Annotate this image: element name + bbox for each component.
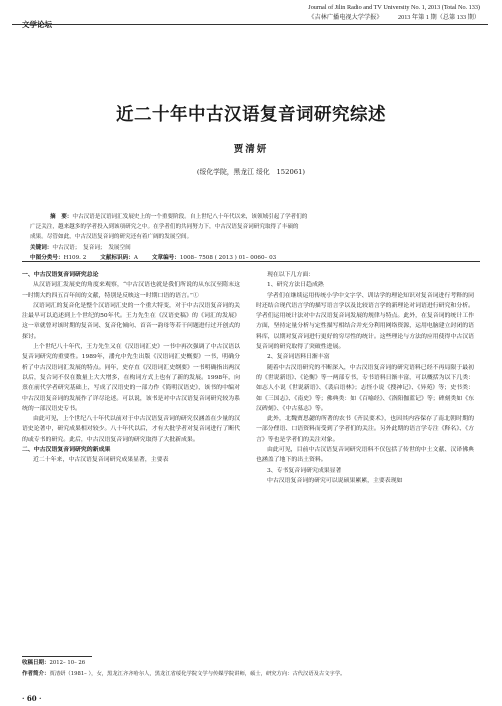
article-number-value: 1008– 7508 ( 2013 ) 01– 0060– 03: [179, 254, 277, 261]
body-paragraph: 中古汉语复音词的研究可以说硕果累累，主要表现如: [267, 477, 403, 484]
clc-value: H109. 2: [63, 254, 87, 261]
body-column-right: [256, 270, 474, 486]
body-paragraph: 此外，北魏贾思勰的所著的农书《齐民要术》，也因其内容保存了南北朝时期的一部分俚语、口语资料而受到了学者们的关注。另外此期的语言学专注《释名》、《方言》等也是学者们的关注对象。: [256, 416, 474, 443]
header-divider: [12, 24, 488, 25]
body-paragraph: 随着中古汉语研究的不断深入，中古汉语复音词的研究语料已经不再局限于最初的《世说新语》、《论衡》等一两部专书，专书语料日渐丰富，可以概括为以下几类：如志人小说《世说新语》、《裴启语林》；志怪小说《搜神记》、《异苑》等；史书类：如《三国志》、《南史》等；佛典类：如《百喻经》、《洛阳伽蓝记》等；碑刻类如《东汉碑刻》、《中古墓志》等。: [256, 364, 474, 412]
keywords-row: [30, 243, 474, 253]
subsection-heading: 1、研究方法日趋成熟: [267, 282, 324, 289]
body-paragraph: 由此可见，上个世纪八十年代以前对于中古汉语复音词的研究仅涵盖在少量的汉语史论著中，研究成果相对较少。八十年代以后，才有大批学者对复音词进行了断代的或专书的研究。此后，中古汉语复音词的研究取得了大批新成果。: [22, 416, 240, 443]
section-heading: 二、中古汉语复音词研究的新成果: [22, 447, 111, 454]
abstract-text: 中古汉语是汉语词汇发展史上的一个重要阶段。自上世纪八十年代以来，该领域引起了学者们的: [72, 214, 308, 220]
journal-name-english: Journal of Jilin Radio and TV University No. 1, 2013 (Total No. 133): [308, 4, 480, 11]
subsection-heading: 3、专书复音词研究成果显著: [267, 467, 342, 474]
received-value: 2012– 10– 26: [49, 660, 86, 666]
body-paragraph: 由此可见，目前中古汉语复音词研究语料不仅包括了传世的中土文献、汉译佛典也涵盖了地下的出土资料。: [256, 447, 474, 464]
article-title: 近二十年中古汉语复音词研究综述: [116, 105, 386, 125]
received-date: [22, 659, 492, 669]
bio-label: 作者简介：: [22, 671, 50, 677]
body-paragraph: 上个世纪八十年代，王力先生又在《汉语词汇史》一书中再次强调了中古汉语以复音词研究的重要性。1989年，潘允中先生出版《汉语词汇史概要》一书，明确分析了中古汉语词汇发展的特点。同年，史存直《汉语词汇史纲要》一书明确指出两汉以后，复合词不仅在数量上大大增多，在构词方式上也有了新的发展。1998年，向熹在前代学者研究基础上，写成了汉语史的一部力作《简明汉语史》，该书的中编对中古汉语复音词的发展作了详尽论述。可以说，该书是对中古汉语复音词研究较为系统的一部汉语史专书。: [22, 344, 240, 412]
doc-code-label: 文献标识码：: [100, 254, 134, 261]
journal-name-chinese: 《吉林广播电视大学学报》 2013 年第 1 期（总第 133 期）: [308, 13, 480, 21]
body-paragraph: 近二十年来，中古汉语复音词研究成果显著，主要表: [33, 457, 169, 464]
keywords-label: 关键词：: [30, 244, 53, 251]
section-heading: 一、中古汉语复音词研究总论: [22, 272, 99, 278]
body-paragraph: 学者们在继续运用传统小学中文字学、训诂学的理论知识对复音词进行考释的同时还结合现代语言学的描写语言学以及比较语言学的新理论对词语进行研究和分析。学者们运用统计法对中古汉语复音词发展的规律与特点。此外，在复音词的统计工作方面，坚持定量分析与定性描写相结合并充分利用网络资源，运用电脑建立封闭的语料库，以期对复音词进行更好的穷尽性的统计。这些理论与方法的应用使得中古汉语复音词的研究取得了突破性进展。: [256, 292, 474, 351]
doc-code-value: A: [133, 254, 138, 261]
body-paragraph: 现在以下几方面：: [267, 272, 315, 278]
article-number-label: 文章编号：: [151, 254, 180, 261]
body-paragraph: 从汉语词汇发展史的角度来观察，“中古汉语也就是我们所说的从东汉至隋末这一时期大约四五百年间的文献，特别是反映这一时期口语的语言。”①: [22, 282, 240, 299]
body-paragraph: 汉语词汇的复音化是整个汉语词汇史的一个重大特变，对于中古汉语复音词的关注最早可以追述到上个世纪的50年代。王力先生在《汉语史稿》的《词汇的发展》这一章就曾对该时期的复音词、复音化倾向、首音一韵母等若干问题进行过开创式的探讨。: [22, 302, 240, 340]
author-name: 贾清妍: [233, 144, 269, 155]
page-number: · 60 ·: [22, 694, 42, 703]
section-label: 文学论坛: [22, 20, 52, 29]
abstract-block: [30, 212, 474, 263]
clc-label: 中图分类号：: [30, 254, 64, 261]
received-label: 收稿日期：: [22, 660, 50, 666]
body-column-left: [22, 270, 240, 466]
abstract-line: 成果。尽管如此，中古汉语复音词的研究还有着广阔的发展空间。: [30, 234, 193, 241]
abstract-line: [30, 212, 474, 222]
keywords-text: 中古汉语； 复音词； 发展空间: [52, 244, 131, 251]
abstract-divider: [22, 261, 480, 262]
author-bio: [22, 670, 492, 680]
abstract-label: 摘 要：: [50, 214, 73, 220]
abstract-line: 广泛关注，越来越多的学者投入到该项研究之中。在学者们的共同努力下，中古汉语复音词研究取得了丰硕的: [30, 224, 299, 231]
author-affiliation: (绥化学院，黑龙江 绥化 152061): [196, 168, 306, 176]
bio-value: 贾清妍（1981– ），女，黑龙江齐齐哈尔人，黑龙江省绥化学院文学与传媒学院讲师，硕士，研究方向：古代汉语及古文字学。: [49, 671, 346, 677]
subsection-heading: 2、复音词语料日渐丰富: [267, 354, 330, 361]
footnote-divider: [22, 656, 92, 657]
journal-header: [308, 3, 480, 22]
